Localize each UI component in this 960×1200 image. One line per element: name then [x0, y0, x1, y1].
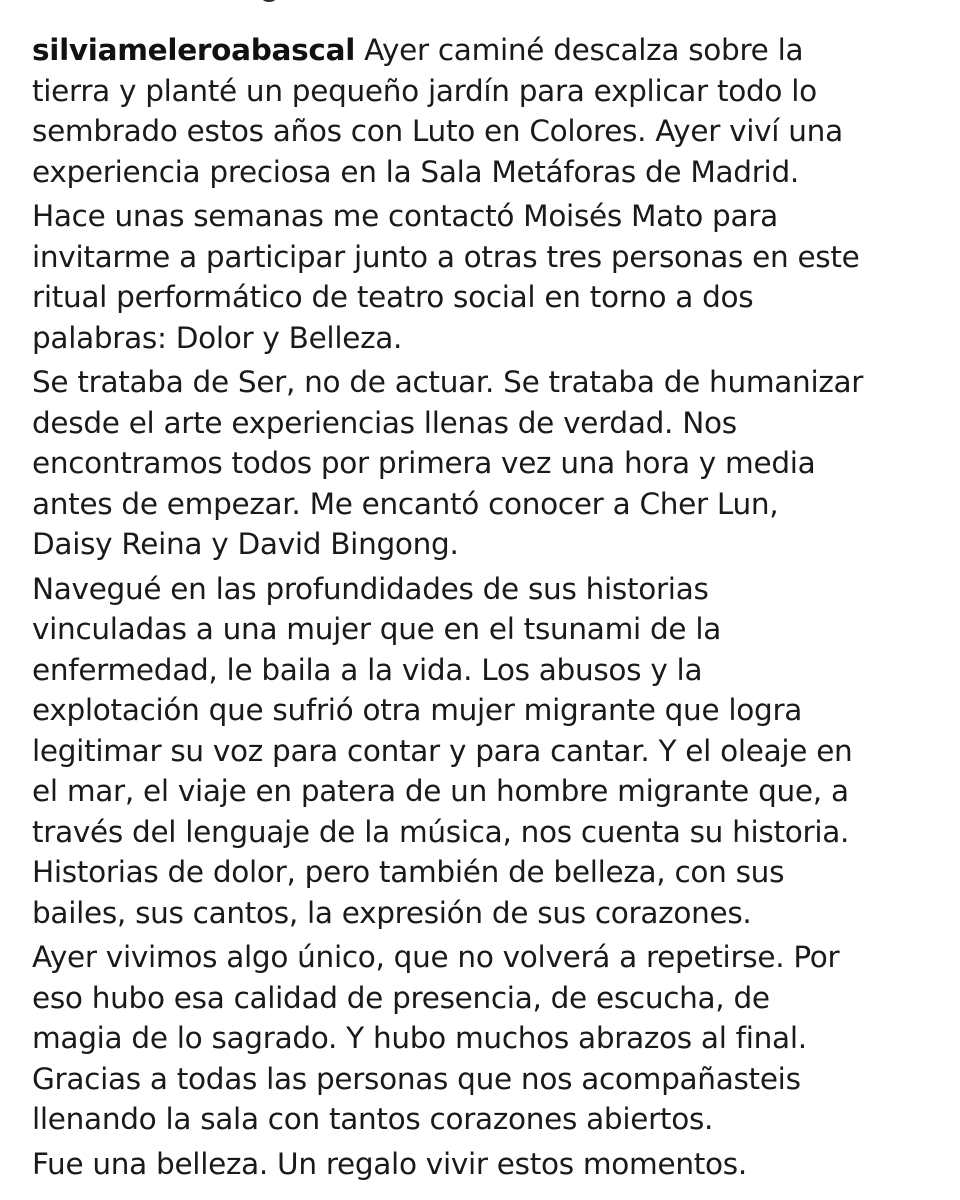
caption-line: antes de empezar. Me encantó conocer a Cher Lun,: [32, 486, 779, 521]
caption-paragraph-6: [32, 1144, 932, 1185]
post-caption: [32, 30, 932, 1188]
caption-line: Se trataba de Ser, no de actuar. Se trataba de humanizar: [32, 365, 864, 399]
caption-line: sembrado estos años con Luto en Colores. Ayer viví una: [32, 114, 843, 148]
caption-line: experiencia preciosa en la Sala Metáforas de Madrid.: [32, 154, 799, 189]
cropped-glyph-fragment: [262, 0, 276, 2]
caption-line: Hace unas semanas me contactó Moisés Mato para: [32, 199, 778, 233]
caption-paragraph-2: [32, 196, 932, 358]
caption-line: explotación que sufrió otra mujer migrante que logra: [32, 693, 803, 727]
username-link[interactable]: silviameleroabascal: [32, 33, 356, 67]
caption-line: través del lenguaje de la música, nos cuenta su historia.: [32, 814, 850, 849]
caption-line: llenando la sala con tantos corazones abiertos.: [32, 1102, 714, 1136]
caption-line: invitarme a participar junto a otras tres personas en este: [32, 239, 860, 274]
caption-paragraph-1: [32, 30, 932, 192]
caption-line: desde el arte experiencias llenas de verdad. Nos: [32, 405, 737, 440]
caption-line: Fue una belleza. Un regalo vivir estos momentos.: [32, 1146, 747, 1181]
caption-line: Historias de dolor, pero también de belleza, con sus: [32, 855, 785, 889]
caption-line: enfermedad, le baila a la vida. Los abusos y la: [32, 652, 703, 687]
caption-line: palabras: Dolor y Belleza.: [32, 320, 403, 355]
caption-line: eso hubo esa calidad de presencia, de escucha, de: [32, 980, 770, 1015]
caption-line: encontramos todos por primera vez una hora y media: [32, 446, 816, 480]
caption-line: el mar, el viaje en patera de un hombre migrante que, a: [32, 774, 849, 808]
caption-paragraph-3: [32, 362, 932, 565]
caption-line: Daisy Reina y David Bingong.: [32, 527, 459, 561]
caption-paragraph-4: [32, 569, 932, 934]
caption-line: ritual performático de teatro social en torno a dos: [32, 280, 754, 314]
caption-line: magia de lo sagrado. Y hubo muchos abrazos al final.: [32, 1021, 807, 1055]
caption-line: Ayer vivimos algo único, que no volverá a repetirse. Por: [32, 940, 840, 974]
caption-line: vinculadas a una mujer que en el tsunami de la: [32, 612, 722, 646]
caption-line: tierra y planté un pequeño jardín para explicar todo lo: [32, 73, 817, 108]
caption-line: Gracias a todas las personas que nos acompañasteis: [32, 1061, 801, 1096]
caption-line: bailes, sus cantos, la expresión de sus corazones.: [32, 895, 752, 930]
caption-line: Navegué en las profundidades de sus historias: [32, 571, 709, 606]
caption-paragraph-5: [32, 937, 932, 1140]
caption-line: [32, 30, 932, 71]
caption-text: Ayer caminé descalza sobre la: [355, 33, 804, 67]
caption-line: legitimar su voz para contar y para cantar. Y el oleaje en: [32, 733, 853, 768]
